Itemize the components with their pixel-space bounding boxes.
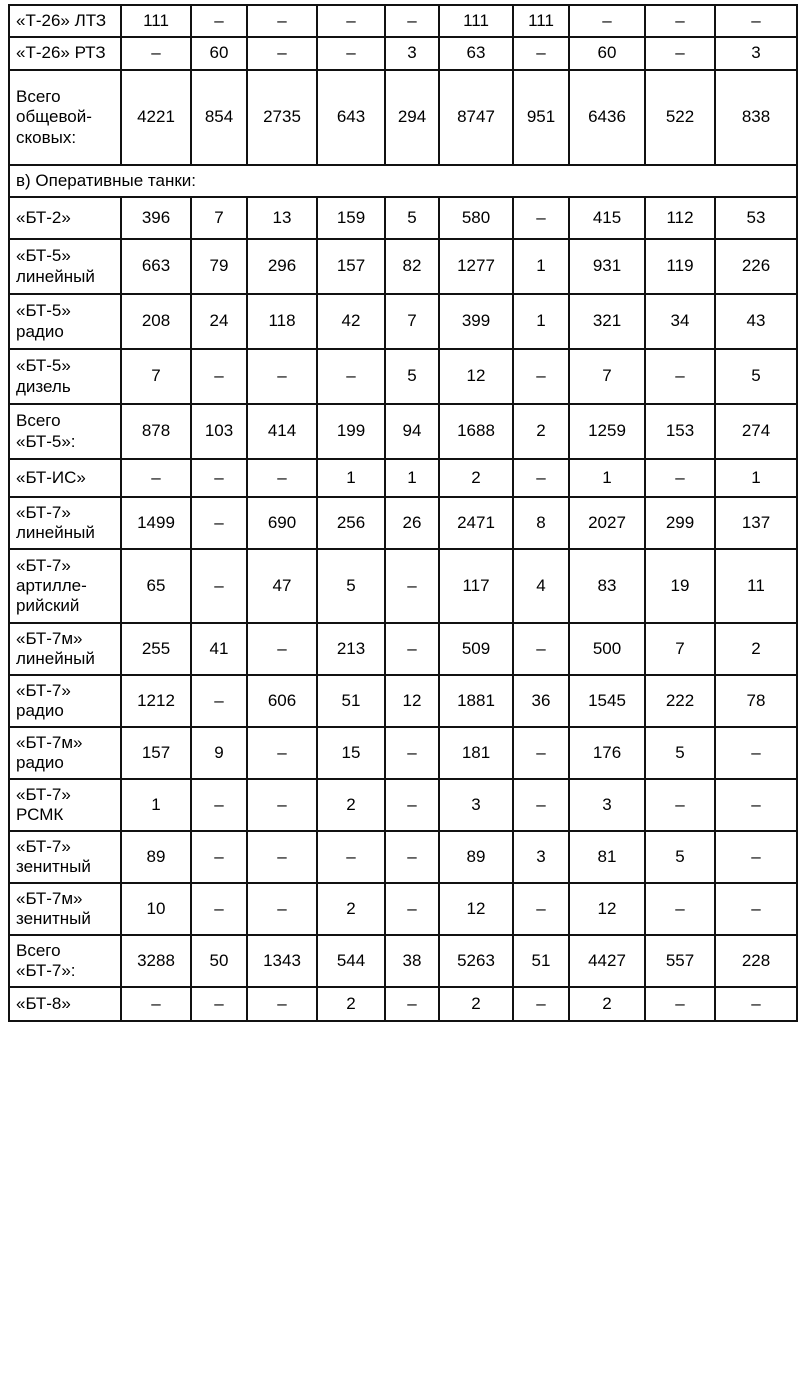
table-cell: 2 bbox=[439, 987, 513, 1021]
table-cell: 256 bbox=[317, 497, 385, 549]
row-label: Всего «БТ-7»: bbox=[9, 935, 121, 987]
table-cell: – bbox=[191, 5, 247, 37]
table-cell: – bbox=[715, 883, 797, 935]
table-cell: 89 bbox=[121, 831, 191, 883]
table-cell: 2 bbox=[715, 623, 797, 675]
table-cell: 5263 bbox=[439, 935, 513, 987]
table-cell: 414 bbox=[247, 404, 317, 459]
table-cell: 1 bbox=[317, 459, 385, 497]
table-cell: 222 bbox=[645, 675, 715, 727]
table-cell: 65 bbox=[121, 549, 191, 623]
table-cell: 60 bbox=[569, 37, 645, 70]
table-cell: 34 bbox=[645, 294, 715, 349]
table-cell: 274 bbox=[715, 404, 797, 459]
table-cell: 2471 bbox=[439, 497, 513, 549]
table-cell: 228 bbox=[715, 935, 797, 987]
table-cell: – bbox=[191, 831, 247, 883]
table-cell: – bbox=[715, 987, 797, 1021]
table-cell: 213 bbox=[317, 623, 385, 675]
table-cell: 103 bbox=[191, 404, 247, 459]
table-cell: 5 bbox=[715, 349, 797, 404]
table-row bbox=[9, 987, 797, 1021]
table-row bbox=[9, 37, 797, 70]
table-cell: 12 bbox=[439, 883, 513, 935]
table-cell: – bbox=[247, 831, 317, 883]
table-cell: – bbox=[191, 549, 247, 623]
table-cell: – bbox=[121, 459, 191, 497]
table-cell: 1259 bbox=[569, 404, 645, 459]
table-cell: 838 bbox=[715, 70, 797, 165]
table-cell: – bbox=[513, 349, 569, 404]
table-cell: 299 bbox=[645, 497, 715, 549]
table-cell: 226 bbox=[715, 239, 797, 294]
table-cell: – bbox=[715, 831, 797, 883]
table-row bbox=[9, 497, 797, 549]
table-cell: – bbox=[191, 675, 247, 727]
table-cell: 4221 bbox=[121, 70, 191, 165]
table-cell: 9 bbox=[191, 727, 247, 779]
table-cell: 931 bbox=[569, 239, 645, 294]
table-cell: 3 bbox=[385, 37, 439, 70]
table-cell: 663 bbox=[121, 239, 191, 294]
table-cell: 63 bbox=[439, 37, 513, 70]
table-cell: 81 bbox=[569, 831, 645, 883]
table-cell: 4427 bbox=[569, 935, 645, 987]
table-cell: 176 bbox=[569, 727, 645, 779]
table-cell: 1 bbox=[569, 459, 645, 497]
row-label: «БТ-7м» линейный bbox=[9, 623, 121, 675]
table-row bbox=[9, 779, 797, 831]
table-cell: – bbox=[513, 883, 569, 935]
table-cell: – bbox=[645, 883, 715, 935]
row-label: «БТ-7м» радио bbox=[9, 727, 121, 779]
table-body bbox=[9, 5, 797, 1021]
table-cell: 7 bbox=[121, 349, 191, 404]
tank-table bbox=[8, 4, 798, 1022]
table-row bbox=[9, 239, 797, 294]
table-cell: – bbox=[715, 5, 797, 37]
table-cell: – bbox=[247, 883, 317, 935]
row-label: «БТ-7» РСМК bbox=[9, 779, 121, 831]
row-label: Всего «БТ-5»: bbox=[9, 404, 121, 459]
table-cell: – bbox=[247, 5, 317, 37]
table-cell: – bbox=[513, 459, 569, 497]
table-cell: – bbox=[385, 727, 439, 779]
table-row bbox=[9, 675, 797, 727]
row-label: «БТ-8» bbox=[9, 987, 121, 1021]
table-cell: – bbox=[317, 37, 385, 70]
table-cell: – bbox=[317, 5, 385, 37]
table-row bbox=[9, 459, 797, 497]
table-row bbox=[9, 5, 797, 37]
table-cell: 500 bbox=[569, 623, 645, 675]
table-cell: 415 bbox=[569, 197, 645, 239]
table-cell: 2 bbox=[317, 883, 385, 935]
table-cell: 15 bbox=[317, 727, 385, 779]
table-cell: 1881 bbox=[439, 675, 513, 727]
table-cell: 118 bbox=[247, 294, 317, 349]
table-cell: 5 bbox=[317, 549, 385, 623]
table-cell: 522 bbox=[645, 70, 715, 165]
table-cell: 53 bbox=[715, 197, 797, 239]
table-cell: 78 bbox=[715, 675, 797, 727]
table-cell: – bbox=[513, 623, 569, 675]
table-cell: – bbox=[513, 727, 569, 779]
table-cell: 6436 bbox=[569, 70, 645, 165]
row-label: «Т-26» РТЗ bbox=[9, 37, 121, 70]
table-cell: 82 bbox=[385, 239, 439, 294]
table-cell: 2 bbox=[513, 404, 569, 459]
table-cell: 3 bbox=[569, 779, 645, 831]
table-cell: 12 bbox=[569, 883, 645, 935]
table-cell: – bbox=[569, 5, 645, 37]
table-cell: – bbox=[715, 727, 797, 779]
table-cell: – bbox=[385, 623, 439, 675]
table-row bbox=[9, 883, 797, 935]
table-cell: – bbox=[121, 987, 191, 1021]
table-cell: – bbox=[247, 779, 317, 831]
table-cell: 7 bbox=[385, 294, 439, 349]
table-cell: – bbox=[247, 37, 317, 70]
table-cell: 47 bbox=[247, 549, 317, 623]
row-label: «БТ-7» радио bbox=[9, 675, 121, 727]
table-cell: 41 bbox=[191, 623, 247, 675]
table-cell: 111 bbox=[513, 5, 569, 37]
table-cell: – bbox=[645, 5, 715, 37]
table-cell: 7 bbox=[569, 349, 645, 404]
row-label: Всего общевой-сковых: bbox=[9, 70, 121, 165]
row-label: «Т-26» ЛТЗ bbox=[9, 5, 121, 37]
table-cell: 3 bbox=[439, 779, 513, 831]
table-cell: – bbox=[513, 987, 569, 1021]
table-cell: 50 bbox=[191, 935, 247, 987]
table-cell: – bbox=[191, 497, 247, 549]
section-heading: в) Оперативные танки: bbox=[9, 165, 797, 197]
table-cell: 7 bbox=[191, 197, 247, 239]
table-cell: 94 bbox=[385, 404, 439, 459]
table-cell: 153 bbox=[645, 404, 715, 459]
table-cell: 2027 bbox=[569, 497, 645, 549]
table-cell: – bbox=[513, 779, 569, 831]
table-cell: 119 bbox=[645, 239, 715, 294]
table-cell: 5 bbox=[385, 197, 439, 239]
table-cell: 26 bbox=[385, 497, 439, 549]
row-label: «БТ-5» радио bbox=[9, 294, 121, 349]
table-cell: 19 bbox=[645, 549, 715, 623]
table-row bbox=[9, 623, 797, 675]
table-row bbox=[9, 549, 797, 623]
table-cell: 79 bbox=[191, 239, 247, 294]
section-row bbox=[9, 165, 797, 197]
table-cell: – bbox=[247, 987, 317, 1021]
table-cell: – bbox=[317, 831, 385, 883]
table-cell: 137 bbox=[715, 497, 797, 549]
table-row bbox=[9, 197, 797, 239]
table-cell: 51 bbox=[317, 675, 385, 727]
row-label: «БТ-7» артилле-рийский bbox=[9, 549, 121, 623]
table-cell: – bbox=[121, 37, 191, 70]
table-cell: 1 bbox=[513, 294, 569, 349]
table-cell: 5 bbox=[645, 831, 715, 883]
table-cell: 1212 bbox=[121, 675, 191, 727]
table-cell: 5 bbox=[385, 349, 439, 404]
table-row bbox=[9, 404, 797, 459]
table-cell: 8747 bbox=[439, 70, 513, 165]
table-cell: 1 bbox=[513, 239, 569, 294]
table-cell: 36 bbox=[513, 675, 569, 727]
table-cell: 12 bbox=[439, 349, 513, 404]
table-cell: 60 bbox=[191, 37, 247, 70]
table-cell: 1343 bbox=[247, 935, 317, 987]
table-cell: 580 bbox=[439, 197, 513, 239]
table-cell: 399 bbox=[439, 294, 513, 349]
table-cell: 24 bbox=[191, 294, 247, 349]
table-cell: – bbox=[191, 349, 247, 404]
table-row bbox=[9, 294, 797, 349]
table-cell: 157 bbox=[121, 727, 191, 779]
table-cell: 4 bbox=[513, 549, 569, 623]
table-cell: 690 bbox=[247, 497, 317, 549]
table-cell: 2 bbox=[439, 459, 513, 497]
row-label: «БТ-5» линейный bbox=[9, 239, 121, 294]
table-cell: – bbox=[191, 459, 247, 497]
table-cell: 1 bbox=[715, 459, 797, 497]
table-cell: 117 bbox=[439, 549, 513, 623]
table-cell: 1 bbox=[385, 459, 439, 497]
table-row bbox=[9, 349, 797, 404]
table-cell: 208 bbox=[121, 294, 191, 349]
row-label: «БТ-ИС» bbox=[9, 459, 121, 497]
table-cell: 643 bbox=[317, 70, 385, 165]
table-cell: 157 bbox=[317, 239, 385, 294]
table-cell: 12 bbox=[385, 675, 439, 727]
table-cell: – bbox=[385, 5, 439, 37]
table-cell: 38 bbox=[385, 935, 439, 987]
table-cell: 8 bbox=[513, 497, 569, 549]
table-cell: – bbox=[247, 349, 317, 404]
table-cell: – bbox=[317, 349, 385, 404]
table-cell: 10 bbox=[121, 883, 191, 935]
table-cell: 2735 bbox=[247, 70, 317, 165]
table-cell: 111 bbox=[439, 5, 513, 37]
table-cell: – bbox=[191, 987, 247, 1021]
table-cell: 878 bbox=[121, 404, 191, 459]
table-cell: 2 bbox=[569, 987, 645, 1021]
table-cell: 3 bbox=[513, 831, 569, 883]
table-cell: – bbox=[191, 883, 247, 935]
table-cell: 854 bbox=[191, 70, 247, 165]
table-cell: 111 bbox=[121, 5, 191, 37]
table-cell: 11 bbox=[715, 549, 797, 623]
table-cell: – bbox=[715, 779, 797, 831]
table-cell: 199 bbox=[317, 404, 385, 459]
table-cell: 255 bbox=[121, 623, 191, 675]
table-cell: 51 bbox=[513, 935, 569, 987]
row-label: «БТ-7м» зенитный bbox=[9, 883, 121, 935]
table-cell: 43 bbox=[715, 294, 797, 349]
table-cell: 1277 bbox=[439, 239, 513, 294]
table-cell: 42 bbox=[317, 294, 385, 349]
table-row bbox=[9, 727, 797, 779]
table-cell: 606 bbox=[247, 675, 317, 727]
table-cell: – bbox=[645, 779, 715, 831]
row-label: «БТ-7» зенитный bbox=[9, 831, 121, 883]
table-cell: 83 bbox=[569, 549, 645, 623]
table-cell: – bbox=[645, 987, 715, 1021]
table-cell: 7 bbox=[645, 623, 715, 675]
table-cell: – bbox=[645, 349, 715, 404]
table-cell: – bbox=[645, 37, 715, 70]
table-cell: – bbox=[513, 37, 569, 70]
table-cell: 294 bbox=[385, 70, 439, 165]
table-cell: 89 bbox=[439, 831, 513, 883]
table-cell: – bbox=[513, 197, 569, 239]
table-cell: – bbox=[385, 779, 439, 831]
table-cell: – bbox=[645, 459, 715, 497]
table-cell: 2 bbox=[317, 987, 385, 1021]
table-cell: 181 bbox=[439, 727, 513, 779]
table-cell: 1 bbox=[121, 779, 191, 831]
table-cell: 112 bbox=[645, 197, 715, 239]
table-cell: 557 bbox=[645, 935, 715, 987]
table-cell: – bbox=[385, 883, 439, 935]
table-cell: – bbox=[247, 623, 317, 675]
table-cell: 1688 bbox=[439, 404, 513, 459]
table-cell: – bbox=[385, 987, 439, 1021]
table-cell: 2 bbox=[317, 779, 385, 831]
table-cell: 544 bbox=[317, 935, 385, 987]
table-cell: – bbox=[385, 831, 439, 883]
table-cell: 1545 bbox=[569, 675, 645, 727]
table-row bbox=[9, 831, 797, 883]
row-label: «БТ-2» bbox=[9, 197, 121, 239]
table-cell: – bbox=[247, 727, 317, 779]
table-cell: – bbox=[385, 549, 439, 623]
table-cell: 396 bbox=[121, 197, 191, 239]
table-row bbox=[9, 70, 797, 165]
row-label: «БТ-5» дизель bbox=[9, 349, 121, 404]
table-cell: 159 bbox=[317, 197, 385, 239]
table-cell: 1499 bbox=[121, 497, 191, 549]
table-cell: – bbox=[247, 459, 317, 497]
table-cell: 3288 bbox=[121, 935, 191, 987]
table-cell: 296 bbox=[247, 239, 317, 294]
table-cell: 951 bbox=[513, 70, 569, 165]
table-cell: 509 bbox=[439, 623, 513, 675]
table-cell: 5 bbox=[645, 727, 715, 779]
table-row bbox=[9, 935, 797, 987]
table-cell: – bbox=[191, 779, 247, 831]
row-label: «БТ-7» линейный bbox=[9, 497, 121, 549]
table-cell: 13 bbox=[247, 197, 317, 239]
table-cell: 321 bbox=[569, 294, 645, 349]
table-cell: 3 bbox=[715, 37, 797, 70]
